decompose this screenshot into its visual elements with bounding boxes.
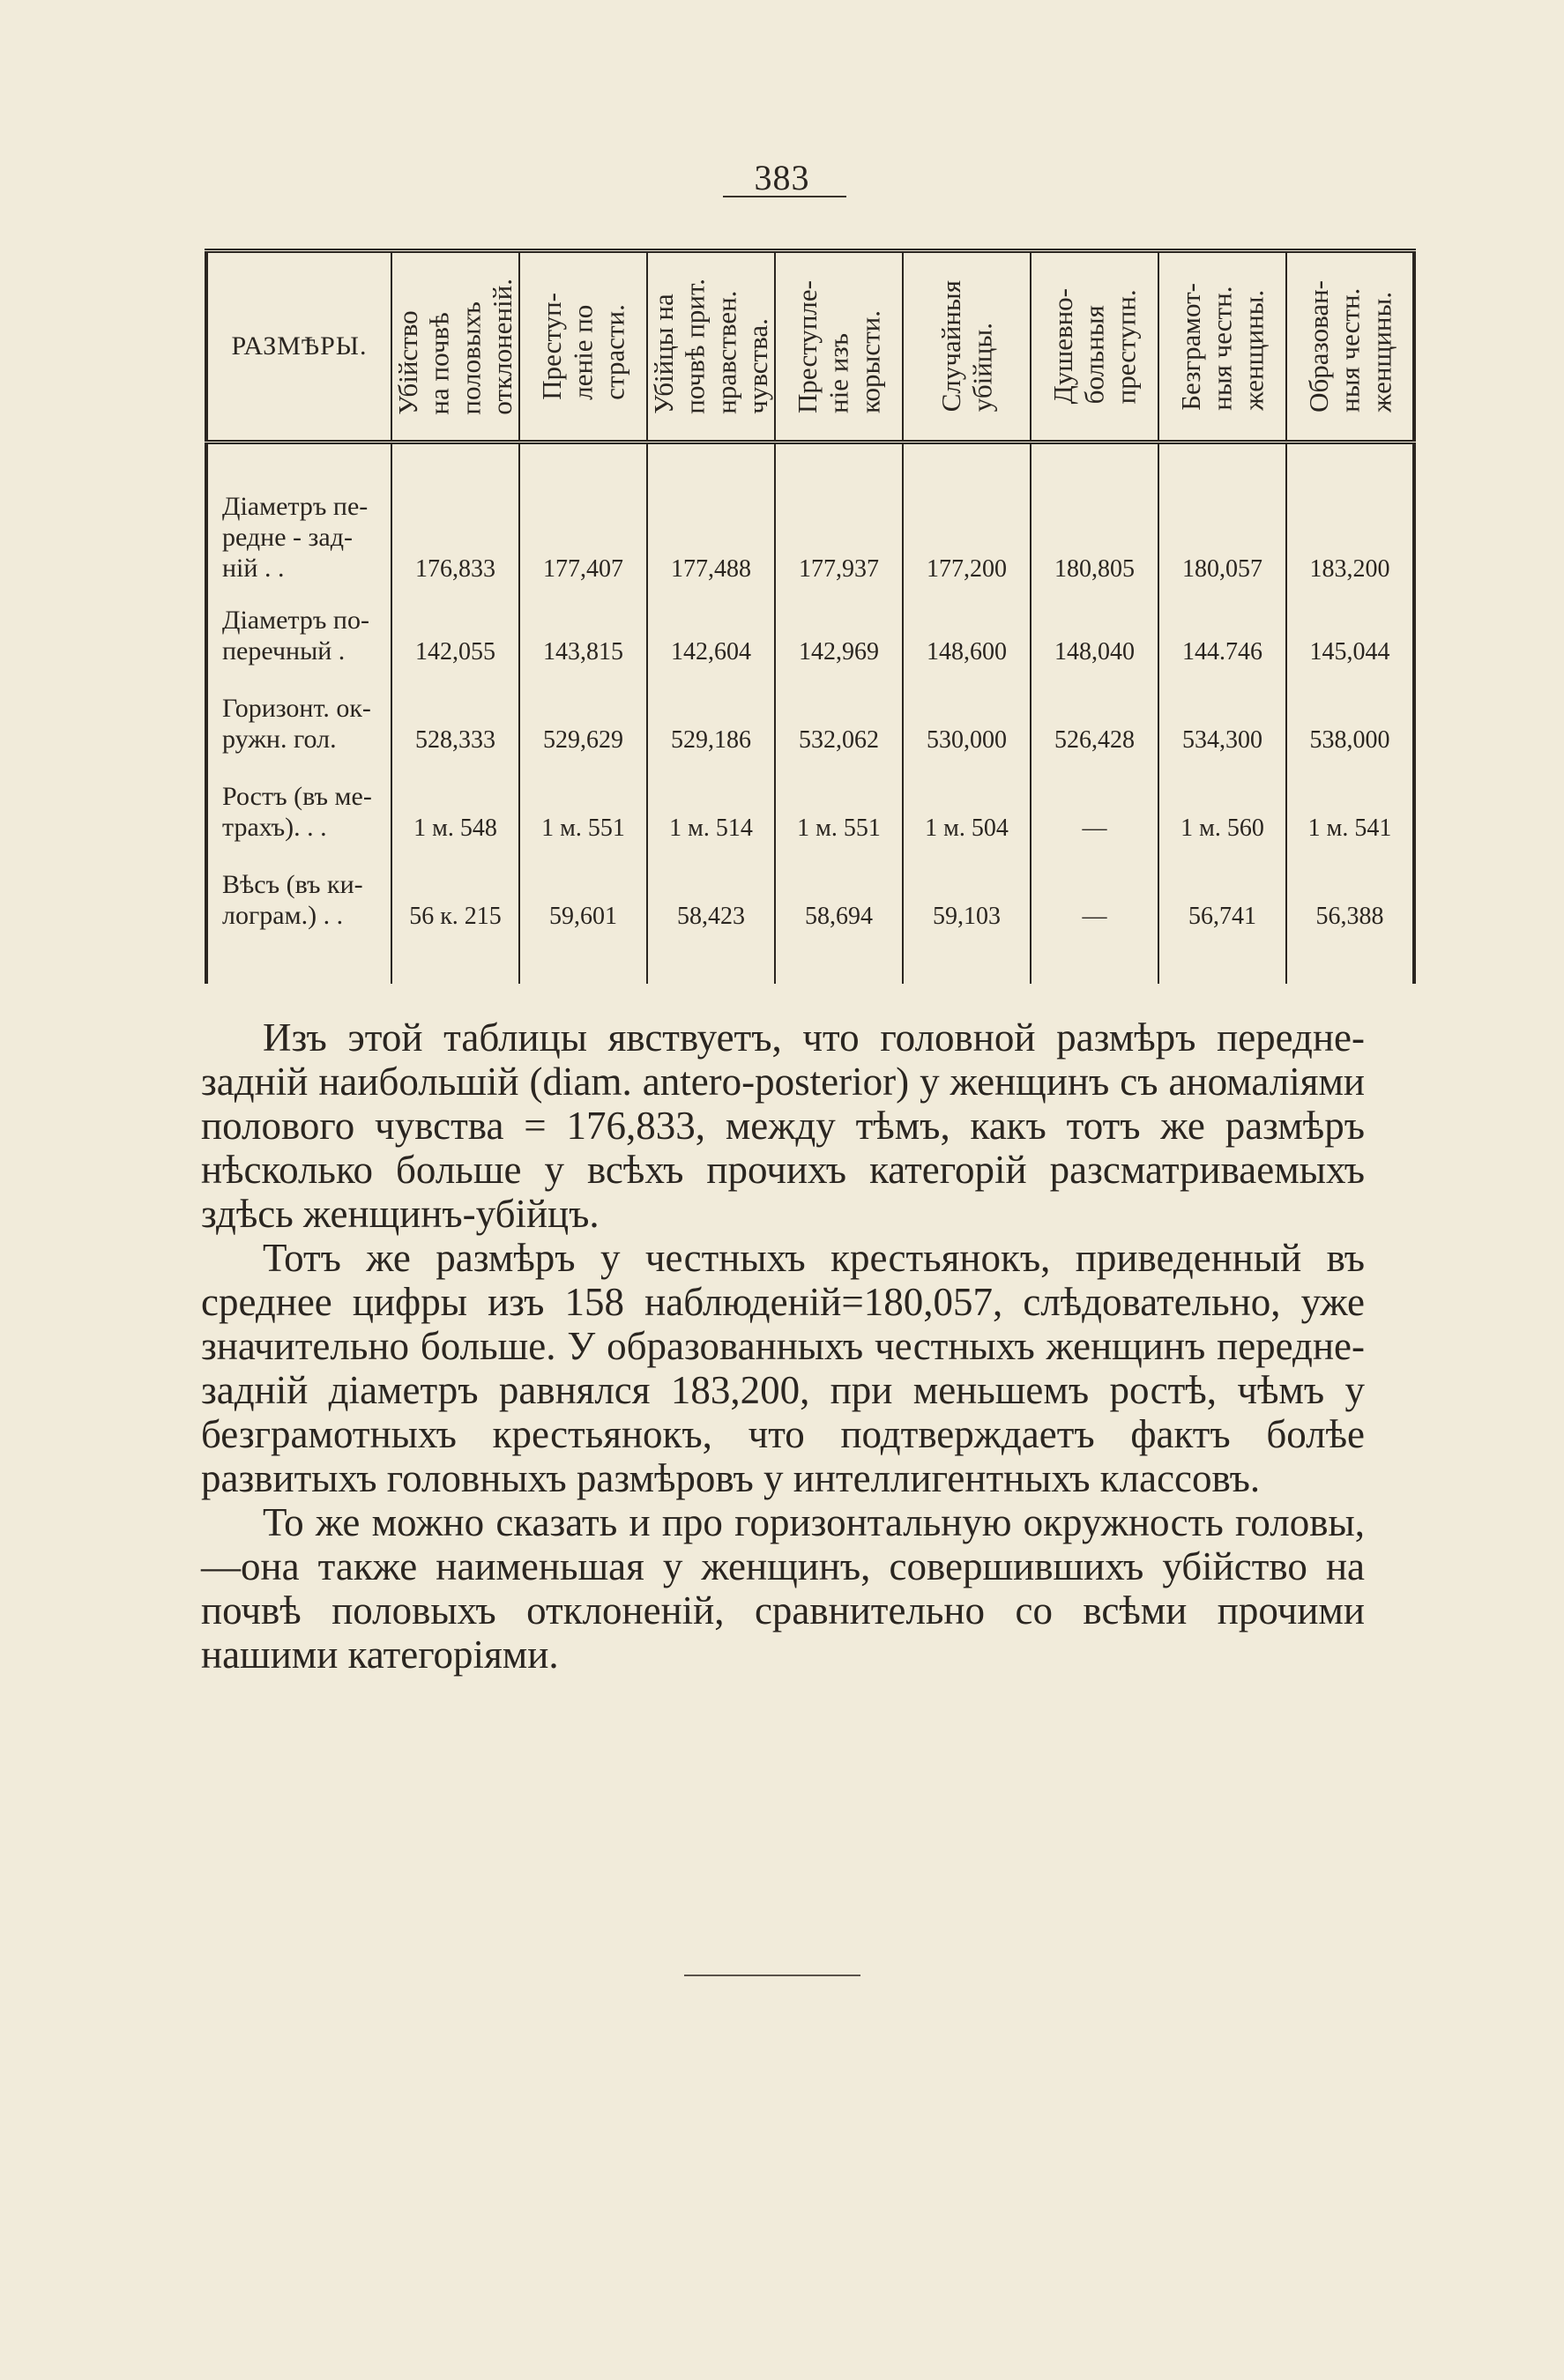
table-cell: 142,604 [647, 584, 775, 666]
row-label: Діаметръ по- перечный . [206, 584, 391, 666]
row-label: Горизонт. ок- ружн. гол. [206, 666, 391, 755]
table-cell: 529,186 [647, 666, 775, 755]
table-tail-cell [206, 931, 391, 984]
table-tail-cell [1031, 931, 1158, 984]
table-cell: 177,937 [775, 443, 903, 584]
row-label: Діаметръ пе- редне - зад- ній . . [206, 443, 391, 584]
column-header [519, 251, 647, 443]
paragraph: Изъ этой таблицы явствуетъ, что головной размѣръ передне-задній наибольшій (diam. antero-posterior) у женщинъ съ аномаліями полового чувства = 176,833, между тѣмъ, какъ тотъ же размѣръ нѣсколько больше у всѣхъ прочихъ категорій разсматриваемыхъ здѣсь женщинъ-убійцъ. [201, 1015, 1365, 1236]
table-tail-cell [519, 931, 647, 984]
table-cell: — [1031, 755, 1158, 843]
table-cell: 142,055 [391, 584, 519, 666]
column-header [1286, 251, 1414, 443]
sizes-column-header: РАЗМѢРЫ. [206, 251, 391, 443]
table-tail-cell [775, 931, 903, 984]
table-cell: — [1031, 843, 1158, 931]
table-cell: 143,815 [519, 584, 647, 666]
table-tail-cell [903, 931, 1031, 984]
paragraph: Тотъ же размѣръ у честныхъ крестьянокъ, приведенный въ среднее цифры изъ 158 наблюденій=180,057, слѣдовательно, уже значительно больше. У образованныхъ честныхъ женщинъ передне-задній діаметръ равнялся 183,200, при меньшемъ ростѣ, чѣмъ у безграмотныхъ крестьянокъ, что подтверждаетъ фактъ болѣе развитыхъ головныхъ размѣровъ у интеллигентныхъ классовъ. [201, 1236, 1365, 1500]
row-label: Ростъ (въ ме- трахъ). . . [206, 755, 391, 843]
table-cell: 148,600 [903, 584, 1031, 666]
table-cell: 530,000 [903, 666, 1031, 755]
table-cell: 142,969 [775, 584, 903, 666]
table-cell: 177,407 [519, 443, 647, 584]
column-header [903, 251, 1031, 443]
table-cell: 1 м. 551 [519, 755, 647, 843]
table-tail-cell [391, 931, 519, 984]
table-cell: 56,741 [1158, 843, 1286, 931]
column-header [391, 251, 519, 443]
table-cell: 177,488 [647, 443, 775, 584]
table-cell: 1 м. 560 [1158, 755, 1286, 843]
table-cell: 529,629 [519, 666, 647, 755]
column-header-label: Преступле- ніе изъ корысти. [792, 279, 886, 413]
table-row [206, 666, 1414, 755]
page-number-rule [723, 196, 846, 197]
table-tail-row [206, 931, 1414, 984]
table-cell: 1 м. 548 [391, 755, 519, 843]
column-header [647, 251, 775, 443]
table-cell: 145,044 [1286, 584, 1414, 666]
table-cell: 58,423 [647, 843, 775, 931]
table-tail-cell [1286, 931, 1414, 984]
table-cell: 148,040 [1031, 584, 1158, 666]
table-cell: 1 м. 541 [1286, 755, 1414, 843]
table-cell: 532,062 [775, 666, 903, 755]
column-header-label: Убійцы на почвѣ прит. нравствен. чувства. [648, 279, 774, 414]
measurements-table [205, 249, 1416, 984]
table-cell: 180,805 [1031, 443, 1158, 584]
table-row [206, 755, 1414, 843]
bottom-rule [684, 1975, 860, 1976]
table-row [206, 584, 1414, 666]
table-cell: 534,300 [1158, 666, 1286, 755]
table-cell: 180,057 [1158, 443, 1286, 584]
column-header [775, 251, 903, 443]
column-header [1158, 251, 1286, 443]
column-header-label: Преступ- леніе по страсти. [536, 293, 630, 400]
body-text [201, 1015, 1365, 1677]
column-header-label: Случайныя убійцы. [935, 280, 998, 413]
table-cell: 56,388 [1286, 843, 1414, 931]
table-tail-cell [1158, 931, 1286, 984]
column-header-label: Безграмот- ныя честн. женщины. [1175, 282, 1270, 411]
table-cell: 1 м. 514 [647, 755, 775, 843]
column-header-label: Душевно- больныя преступн. [1047, 288, 1142, 405]
table-cell: 538,000 [1286, 666, 1414, 755]
table-cell: 1 м. 551 [775, 755, 903, 843]
table-cell: 59,601 [519, 843, 647, 931]
column-header [1031, 251, 1158, 443]
table-row [206, 443, 1414, 584]
row-label: Вѣсъ (въ ки- лограм.) . . [206, 843, 391, 931]
measurements-table-container [205, 249, 1412, 971]
table-cell: 144.746 [1158, 584, 1286, 666]
table-cell: 528,333 [391, 666, 519, 755]
page-number: 383 [754, 158, 810, 197]
table-cell: 56 к. 215 [391, 843, 519, 931]
column-header-label: Убійство на почвѣ половыхъ отклоненій. [392, 278, 518, 415]
table-cell: 526,428 [1031, 666, 1158, 755]
table-cell: 177,200 [903, 443, 1031, 584]
table-row [206, 843, 1414, 931]
table-tail-cell [647, 931, 775, 984]
table-cell: 183,200 [1286, 443, 1414, 584]
table-cell: 58,694 [775, 843, 903, 931]
table-cell: 59,103 [903, 843, 1031, 931]
table-cell: 176,833 [391, 443, 519, 584]
paragraph: То же можно сказать и про горизонтальную окружность головы,—она также наименьшая у женщинъ, совершившихъ убійство на почвѣ половыхъ отклоненій, сравнительно со всѣми прочими нашими категоріями. [201, 1500, 1365, 1677]
table-header-row [206, 251, 1414, 443]
table-cell: 1 м. 504 [903, 755, 1031, 843]
column-header-label: Образован- ныя честн. женщины. [1302, 280, 1396, 413]
